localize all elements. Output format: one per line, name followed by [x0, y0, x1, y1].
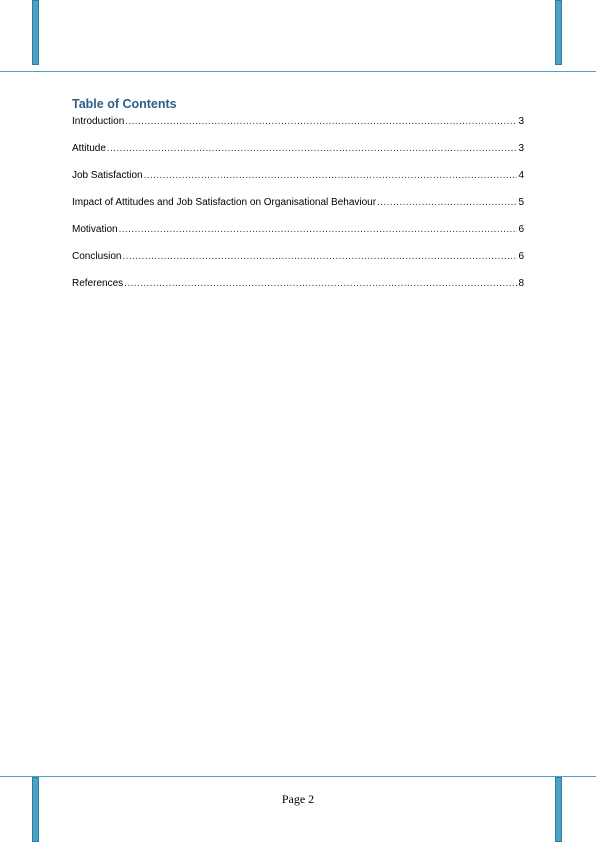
toc-entry-label: Attitude	[72, 143, 106, 154]
toc-entry-job-satisfaction[interactable]	[72, 170, 524, 197]
toc-entry-attitude[interactable]	[72, 143, 524, 170]
toc-entry-conclusion[interactable]	[72, 251, 524, 278]
toc-dot-leader	[107, 143, 518, 155]
toc-entry-impact[interactable]	[72, 197, 524, 224]
footer-right-bar	[555, 777, 562, 842]
toc-entry-page: 6	[518, 251, 524, 262]
toc-entry-page: 4	[518, 170, 524, 181]
toc-entry-label: References	[72, 278, 124, 289]
header-left-bar	[32, 0, 39, 65]
footer-left-bar	[32, 777, 39, 842]
toc-entry-motivation[interactable]	[72, 224, 524, 251]
toc-dot-leader	[119, 224, 518, 236]
toc-entry-page: 6	[518, 224, 524, 235]
toc-entry-label: Job Satisfaction	[72, 170, 143, 181]
toc-entry-label: Introduction	[72, 116, 125, 127]
toc-list	[72, 116, 524, 305]
toc-entry-label: Motivation	[72, 224, 118, 235]
page-number: Page 2	[281, 792, 315, 806]
header-rule	[0, 71, 596, 72]
toc-entry-page: 3	[518, 116, 524, 127]
toc-dot-leader	[125, 116, 517, 128]
toc-entry-page: 8	[518, 278, 524, 289]
toc-entry-label: Conclusion	[72, 251, 122, 262]
toc-entry-references[interactable]	[72, 278, 524, 305]
toc-dot-leader	[377, 197, 517, 209]
footer-rule	[0, 776, 596, 777]
table-of-contents	[72, 96, 524, 305]
toc-dot-leader	[124, 278, 517, 290]
toc-heading: Table of Contents	[72, 97, 177, 111]
toc-dot-leader	[144, 170, 518, 182]
toc-dot-leader	[122, 251, 517, 263]
toc-entry-page: 3	[518, 143, 524, 154]
toc-entry-page: 5	[518, 197, 524, 208]
toc-entry-label: Impact of Attitudes and Job Satisfaction on Organisational Behaviour	[72, 197, 377, 208]
toc-entry-introduction[interactable]	[72, 116, 524, 143]
header-right-bar	[555, 0, 562, 65]
